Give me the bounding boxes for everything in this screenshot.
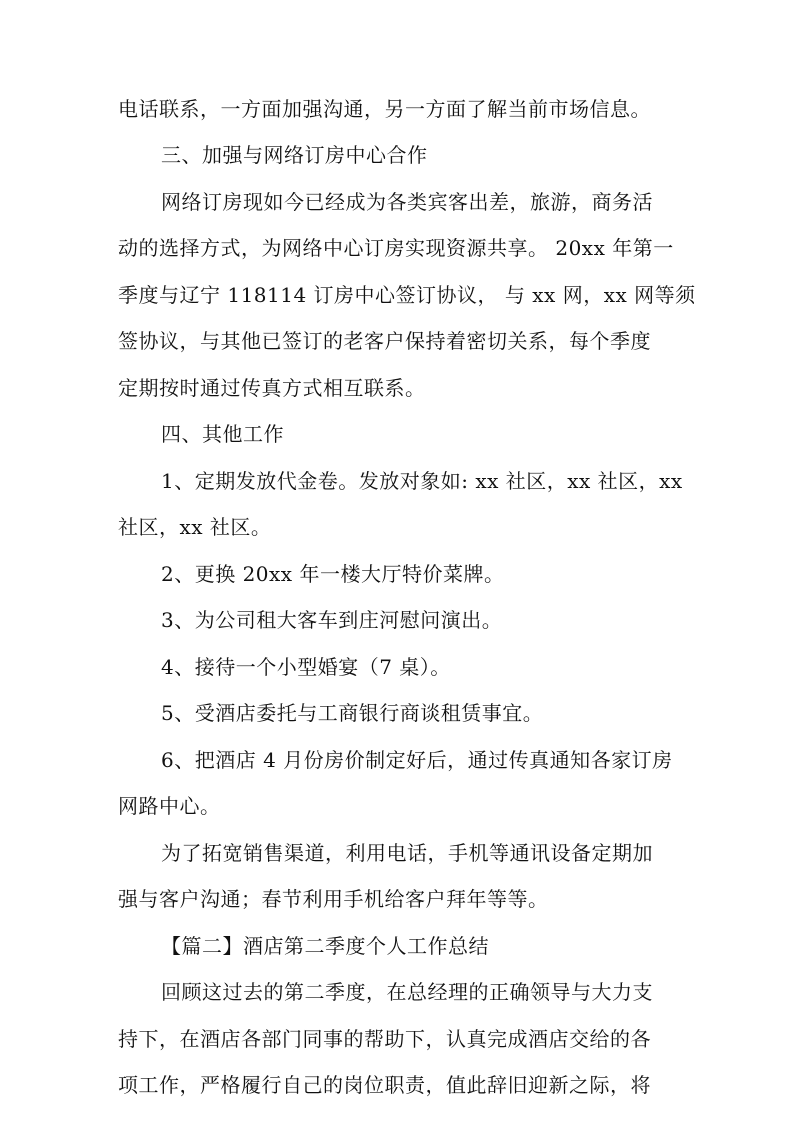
list-item: 3、为公司租大客车到庄河慰问演出。 xyxy=(161,608,503,632)
list-item: 2、更换 20xx 年一楼大厅特价菜牌。 xyxy=(161,562,505,586)
text-line: 社区，xx 社区。 xyxy=(118,515,272,539)
list-item: 6、把酒店 4 月份房价制定好后，通过传真通知各家订房 xyxy=(161,748,673,772)
text-line: 签协议，与其他已签订的老客户保持着密切关系，每个季度 xyxy=(118,329,651,353)
text-line: 电话联系，一方面加强沟通，另一方面了解当前市场信息。 xyxy=(118,97,651,121)
text-line: 季度与辽宁 118114 订房中心签订协议， 与 xx 网，xx 网等须 xyxy=(118,283,696,307)
text-line: 持下，在酒店各部门同事的帮助下，认真完成酒店交给的各 xyxy=(118,1027,651,1051)
section-title: 【篇二】酒店第二季度个人工作总结 xyxy=(161,934,489,958)
list-item: 5、受酒店委托与工商银行商谈租赁事宜。 xyxy=(161,701,544,725)
text-line: 定期按时通过传真方式相互联系。 xyxy=(118,376,426,400)
list-item: 4、接待一个小型婚宴（7 桌）。 xyxy=(161,655,451,679)
section-heading: 四、其他工作 xyxy=(161,422,284,446)
text-line: 项工作，严格履行自己的岗位职责，值此辞旧迎新之际，将 xyxy=(118,1073,651,1097)
text-line: 强与客户沟通；春节利用手机给客户拜年等等。 xyxy=(118,887,549,911)
section-heading: 三、加强与网络订房中心合作 xyxy=(161,143,428,167)
text-line: 1、定期发放代金卷。发放对象如: xx 社区，xx 社区，xx xyxy=(161,469,683,493)
text-line: 回顾这过去的第二季度，在总经理的正确领导与大力支 xyxy=(161,980,653,1004)
text-line: 网路中心。 xyxy=(118,794,221,818)
text-line: 动的选择方式，为网络中心订房实现资源共享。 20xx 年第一 xyxy=(118,236,674,260)
text-line: 网络订房现如今已经成为各类宾客出差，旅游，商务活 xyxy=(161,190,653,214)
text-line: 为了拓宽销售渠道，利用电话，手机等通讯设备定期加 xyxy=(161,841,653,865)
